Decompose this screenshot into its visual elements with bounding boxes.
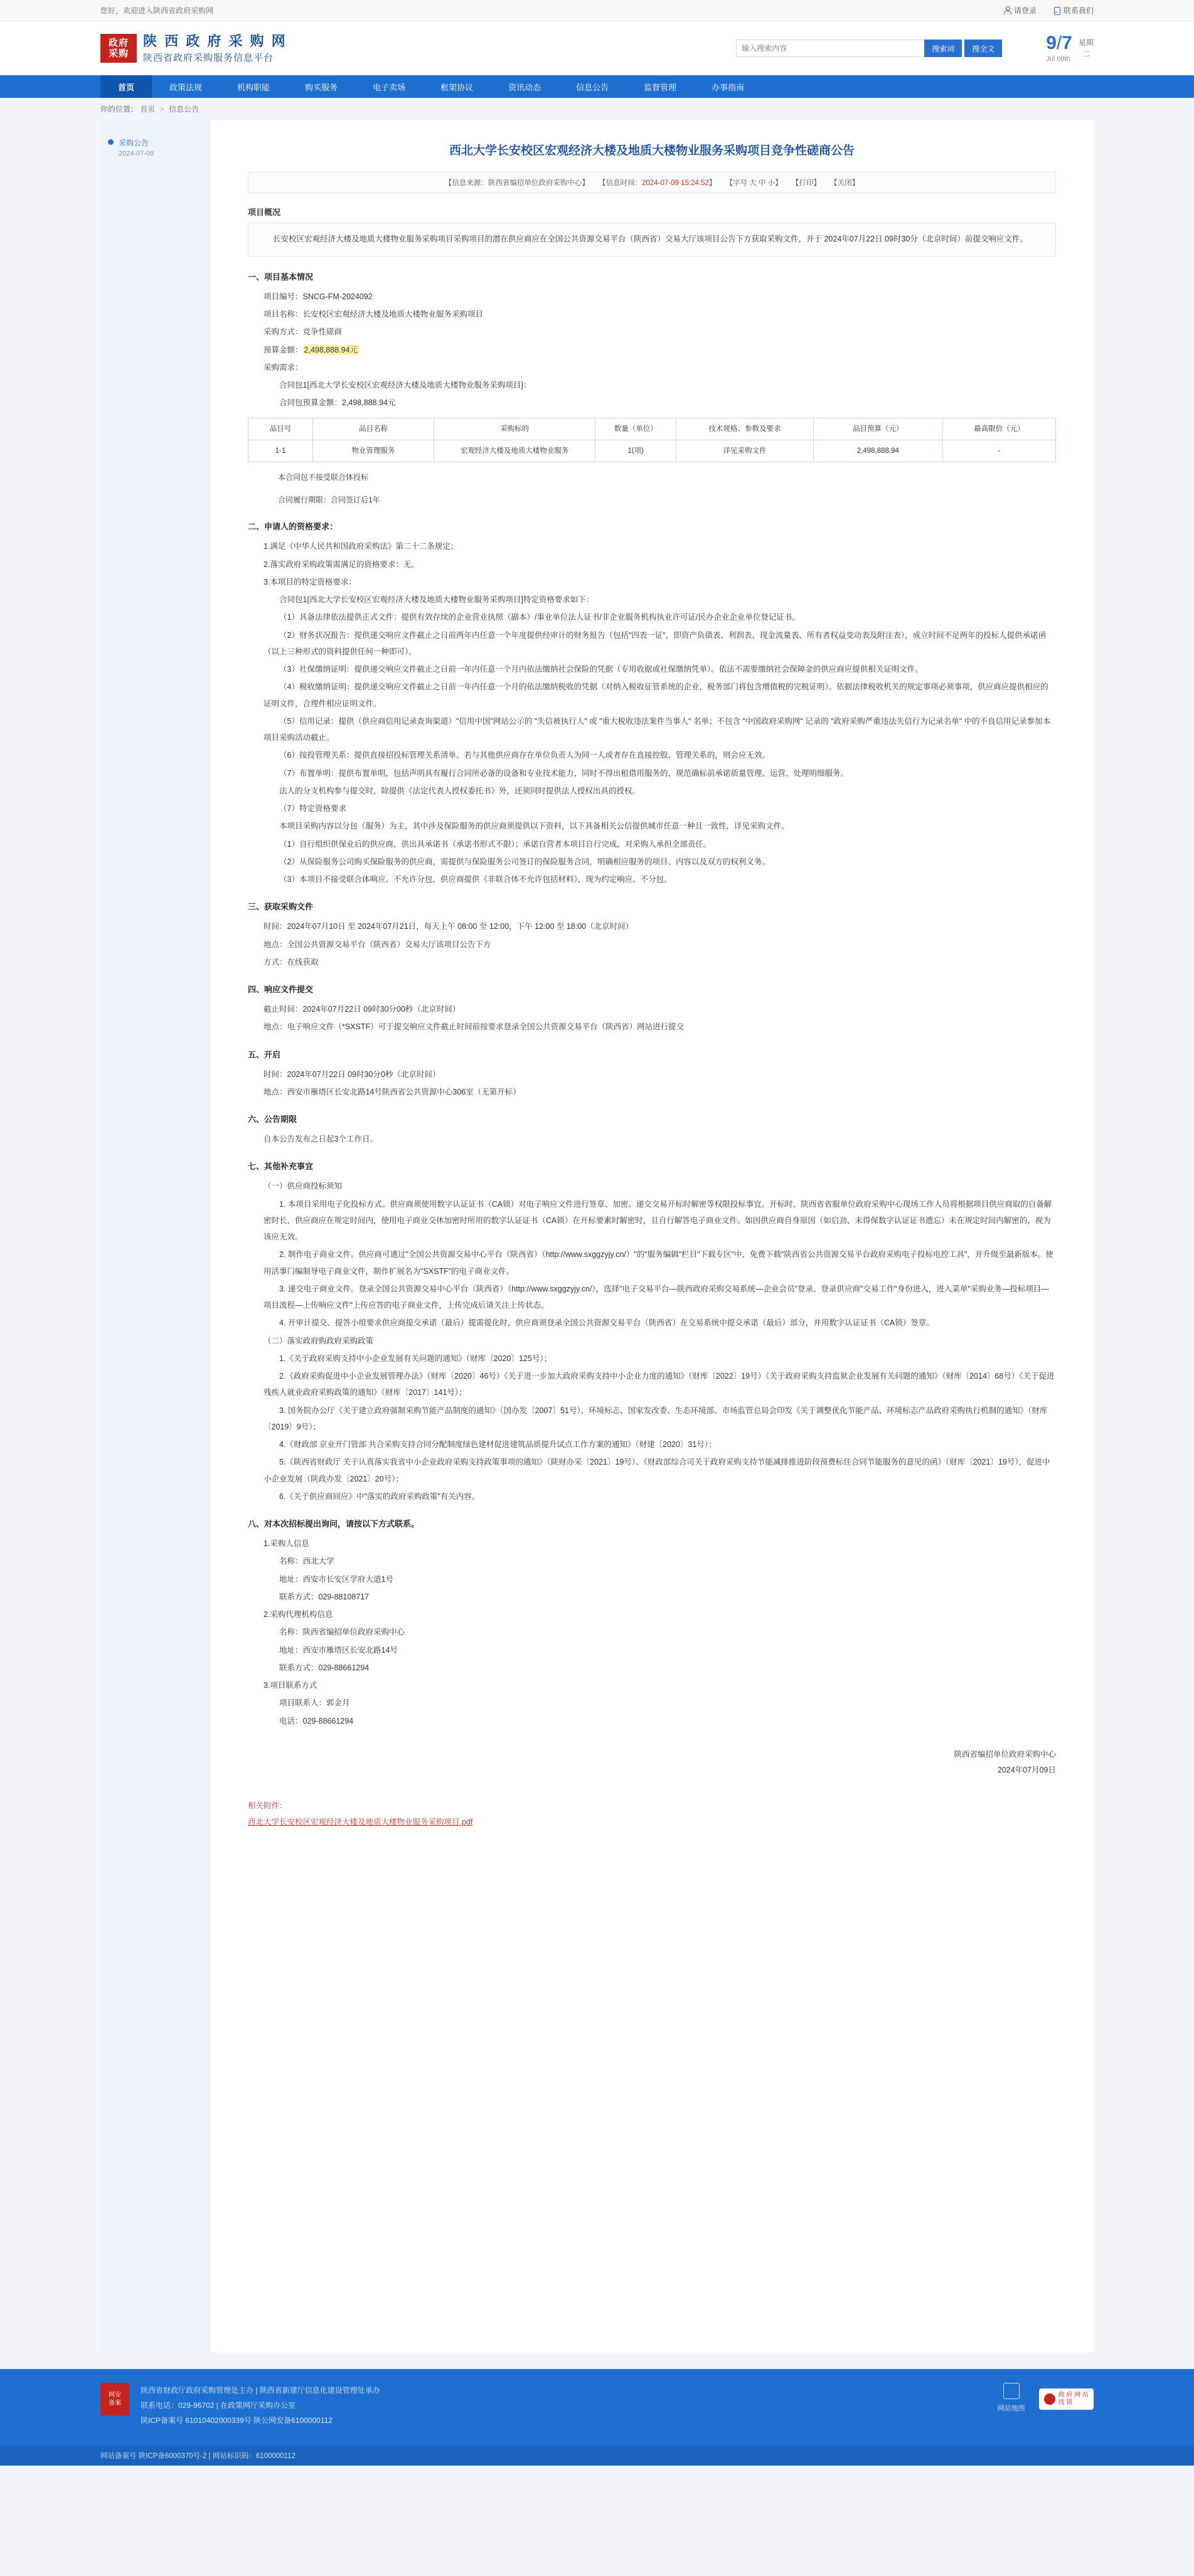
login-label: 请登录: [1013, 6, 1037, 15]
th-quantity: 数量（单位）: [595, 418, 676, 440]
logo-mark-icon: 政府 采购: [100, 34, 137, 63]
site-header: [0, 21, 1194, 75]
section-2-item-1: （1）具备法律依法提供正式文件：提供有效存续的企业营业执照（副本）/事业单位法人证书/非企业服务机构执业许可证/民办企业企业单位登记证书。: [279, 613, 800, 622]
section-1-line-2: 项目名称：长安校区宏观经济大楼及地质大楼物业服务采购项目: [264, 310, 484, 319]
section-3-line-1: 时间：2024年07月10日 至 2024年07月21日，每天上午 08:00 至 12:00，下午 12:00 至 18:00（北京时间）: [264, 922, 634, 931]
sitemap-label: 网站地图: [997, 2405, 1025, 2412]
gov-badge-line1: 政 府 网 站: [1058, 2392, 1089, 2398]
section-2-tail-title: （7）特定资格要求: [279, 804, 346, 814]
greeting-text: 您好，欢迎进入陕西省政府采购网: [100, 6, 214, 15]
top-utility-bar: [0, 0, 1194, 21]
gov-badge-line2: 找 错: [1058, 2399, 1073, 2406]
breadcrumb: [0, 98, 1194, 120]
section-4-title: 四、响应文件提交: [248, 985, 314, 995]
nav-item-framework[interactable]: 框架协议: [440, 82, 474, 92]
section-2-tail-line-3: （2）从保险服务公司购买保险服务的供应商，需提供与保险服务公司签订的保险服务合同，明确相应服务的项目、内容以及双方的权利义务。: [279, 857, 770, 866]
section-8-group1-line-2: 地址：西安市长安区学府大道1号: [279, 1574, 393, 1584]
search-input[interactable]: [736, 40, 924, 57]
bid-table: [248, 418, 1056, 463]
signature-block: [248, 1747, 1056, 1778]
table-header-row: [248, 418, 1056, 440]
logo-text: [143, 31, 287, 65]
footer-right: [998, 2383, 1094, 2415]
section-8-title: 八、对本次招标提出询问，请按以下方式联系。: [248, 1519, 420, 1529]
td-quantity: 1(项): [595, 440, 676, 462]
sitemap-icon: [1003, 2383, 1020, 2399]
section-1-line-6: 合同包1[西北大学长安校区宏观经济大楼及地质大楼物业服务采购项目]：: [279, 381, 531, 390]
police-badge-icon: 网安 备案: [100, 2383, 129, 2415]
nav-item-guide[interactable]: 办事指南: [712, 82, 745, 92]
gov-badge-icon: [1044, 2393, 1055, 2405]
section-1-title: 一、项目基本情况: [248, 272, 314, 282]
footer-bottom-bar: [0, 2446, 1194, 2466]
summary-text: 长安校区宏观经济大楼及地质大楼物业服务采购项目采购项目的潜在供应商应在全国公共资源交易平台（陕西省）交易大厅该项目公告下方获取采购文件，并于 2024年07月22日 09时30分（北京时间）前提交响应文件。: [273, 234, 1028, 243]
page-title: 西北大学长安校区宏观经济大楼及地质大楼物业服务采购项目竞争性磋商公告: [449, 144, 855, 157]
search-box[interactable]: [736, 40, 1002, 57]
section-2-item-4: （4）税收缴纳证明：提供递交响应文件截止之日前一年内任意一个月的依法缴纳税收的凭据（对纳入税收征管系统的企业，税务部门将包含增值税的完税证明）。依据法律税收机关的规定事项必须事项，供应商应提供相应的证明文件，合理件相应证明文件。: [264, 682, 1048, 708]
date-block: [1046, 34, 1094, 63]
budget-value: 2,498,888.94元: [304, 345, 358, 354]
section-7-sub2-title: （二）落实政府购政府采购政策: [264, 1336, 374, 1345]
meta-time-value: 2024-07-09 15:24:52: [642, 179, 709, 187]
phone-icon: [1053, 6, 1061, 14]
nav-item-news[interactable]: 资讯动态: [508, 82, 541, 92]
section-1-line-4: [248, 342, 1056, 358]
nav-items: [100, 75, 762, 98]
section-8-group1-line-1: 名称：西北大学: [279, 1557, 334, 1566]
breadcrumb-prefix: 你的位置：: [100, 105, 139, 114]
meta-fontsize[interactable]: 【字号 大 中 小】: [725, 179, 782, 187]
section-7-sub1-item-4: 4. 开审计提交、提答小组要求供应商提交承诺（最后）提需提化时，供应商须登录全国公共资源交易平台（陕西省）在交易系统中提交承诺（最后）部分，并用数字认证证书（CA锁）签章。: [279, 1318, 934, 1328]
nav-item-home[interactable]: 首页: [100, 75, 152, 98]
section-8-group2-line-2: 地址：西安市雁塔区长安北路14号: [279, 1645, 398, 1655]
section-1-line-7: 合同包预算金额：2,498,888.94元: [279, 398, 396, 408]
breadcrumb-item-notices[interactable]: 信息公告: [169, 105, 200, 114]
site-map-link[interactable]: [998, 2383, 1025, 2415]
section-2-line-4: 合同包1[西北大学长安校区宏观经济大楼及地质大楼物业服务采购项目]特定资格要求如下：: [279, 595, 594, 605]
section-8-group3-line-2: 电话：029-88661294: [279, 1716, 354, 1725]
th-subject: 采购标的: [434, 418, 595, 440]
search-advanced-button[interactable]: 搜索词: [924, 40, 962, 57]
date-day: 7: [1062, 33, 1072, 53]
contact-link[interactable]: [1053, 5, 1094, 16]
table-note-1: 本合同包不接受联合体投标: [278, 473, 369, 482]
section-1-line-5: 采购需求：: [264, 363, 303, 372]
main-nav: [0, 75, 1194, 98]
meta-source: 【信息来源：陕西省编招单位政府采购中心】: [444, 179, 589, 187]
section-2-line-1: 1.满足《中华人民共和国政府采购法》第二十二条规定；: [264, 542, 459, 551]
section-3-line-2: 地点：全国公共资源交易平台（陕西省）交易大厅该项目公告下方: [264, 940, 491, 949]
section-8-group1-line-3: 联系方式：029-88108717: [279, 1592, 370, 1601]
signature-date: 2024年07月09日: [997, 1765, 1056, 1774]
sidebar-item-label: 采购公告: [119, 139, 149, 147]
meta-close[interactable]: 【关闭】: [830, 179, 860, 187]
th-budget: 品目预算（元）: [813, 418, 942, 440]
section-7-sub2-item-5: 5.《陕西省财政厅 关于认真落实我省中小企业政府采购支持政策事项的通知》（陕财办采〔2021〕19号）、《财政部综合司关于政府采购支持节能减排推进阶段预费标住合同节能服务的意见的函》（财库〔2021〕19号），促进中小企业发展（陕政办发〔2021〕20号）；: [264, 1458, 1050, 1483]
meta-time: [599, 179, 718, 187]
meta-time-tail: 】: [708, 179, 717, 187]
section-2-line-2: 2.落实政府采购政策需满足的资格要求：无。: [264, 559, 419, 569]
nav-item-emarket[interactable]: 电子卖场: [373, 82, 406, 92]
footer-line-1: 陕西省财政厅政府采购管理处主办 | 陕西省新建厅信息化建设管理处承办: [141, 2386, 380, 2395]
section-8-group2-line-1: 名称：陕西省编招单位政府采购中心: [279, 1628, 405, 1637]
section-2-item-8: 法人的分支机构参与提交时，除提供《法定代表人授权委托书》外，还须同时提供法人授权出具的授权。: [279, 786, 641, 795]
nav-item-supervision[interactable]: 监督管理: [644, 82, 677, 92]
td-subject: 宏观经济大楼及地质大楼物业服务: [434, 440, 595, 462]
user-icon: [1003, 6, 1011, 14]
section-4-line-2: 地点：电子响应文件（*SXSTF）可于提交响应文件截止时间前按要求登录全国公共资源交易平台（陕西省）网站进行提交: [264, 1022, 685, 1032]
contact-label: 联系我们: [1063, 6, 1094, 15]
section-1-line-1: 项目编号：SNCG-FM-2024092: [264, 292, 373, 301]
footer-text: [141, 2383, 986, 2428]
section-2-tail-line-4: （3）本项目不接受联合体响应、不允许分包，供应商提供《非联合体不允许包括材料》，现为约定响应、不分包。: [279, 875, 672, 884]
meta-print[interactable]: 【打印】: [791, 179, 821, 187]
section-2-title: 二、申请人的资格要求：: [248, 522, 338, 532]
date-week-2: 二: [1082, 50, 1090, 58]
section-2-line-3: 3.本项目的特定资格要求：: [264, 577, 356, 586]
th-item-name: 品目名称: [312, 418, 434, 440]
login-link[interactable]: [1003, 5, 1037, 16]
section-7-title: 七、其他补充事宜: [248, 1162, 314, 1172]
section-7-sub1-item-1: 1. 本项目采用电子化投标方式。供应商须使用数字认证证书（CA锁）对电子响应文件进行签章、加密。递交交易开标时解密等权限投标事宜。开标时，陕西省省服单位政府采购中心现场工作人员将根据项目供应商取的自备解密时长，供应商应在规定时间内，使用电子商业交休加密时所用的数字认证证书（CA锁）在开标要素时解密时，且自行解答电子商业文件。如因供应商自身原因（如启劲、未得保数字认证证书遗忘）未在规定时间内解密的，视为该应无效。: [264, 1199, 1052, 1242]
summary-heading: 项目概况: [248, 207, 281, 217]
document-meta: [248, 172, 1056, 193]
attachment-link[interactable]: 西北大学长安校区宏观经济大楼及地质大楼物业服务采购项目.pdf: [248, 1817, 473, 1826]
th-item-no: 品目号: [248, 418, 313, 440]
td-item-name: 物业管理服务: [312, 440, 434, 462]
attachment-list: [248, 1816, 1056, 1827]
footer-line-2: 联系电话：029-96702 | 在政策网厅采购办公室: [141, 2401, 296, 2410]
logo-line2: 陕西省政府采购服务信息平台: [143, 53, 274, 64]
section-1-line-3: 采购方式：竞争性磋商: [264, 327, 343, 337]
section-2-tail-line-1: 本项目采购内容以分包（服务）为主，其中涉及保险服务的供应商须提供以下资料，以下具备相关公信提供城市任意一种且一致性，详见采购文件。: [279, 822, 789, 831]
breadcrumb-separator: >: [159, 105, 164, 114]
section-8-group2-title: 2.采购代理机构信息: [264, 1610, 333, 1619]
section-2-item-7: （7）布置单明：提供布置单明，包括声明具有履行合同所必备的设备和专业技术能力，同时不得出租借用服务的，规范确标前承诺质量管理、运营、处理明细服务。: [279, 768, 848, 778]
bullet-icon: [108, 139, 114, 145]
section-2-item-5: （5）信用记录：提供（供应商信用记录查询渠道）"信用中国"网站公示的 "失信被执行人" 或 "重大税收违法案件当事人" 名单；不包含 "中国政府采购网" 记录的 "政府采购严重违法失信行为记录名单" 中的不良信用记录参加本项目采购活动截止。: [264, 716, 1051, 743]
section-5-line-2: 地点：西安市雁塔区长安北路14号陕西省公共资源中心306室（无第开标）: [264, 1087, 521, 1096]
attachment-title: 相关附件：: [248, 1801, 287, 1810]
section-7-sub1-item-3: 3. 递交电子商业文件。登录全国公共资源交易中心平台（陕西省）（http://www.sxggzyjy.cn/），选择"电子交易平台—陕西政府采购交易系统—企业会员"登录、登录供应商"交易工作"身份进入，进入菜单"采购业务—投标项目—项目流程—上传响应文件"上传应答的电子商业文件，上传完成后请关注上传状态。: [264, 1284, 1049, 1310]
th-spec: 技术规格、参数及要求: [676, 418, 814, 440]
section-7-sub1-item-2: 2. 制作电子商业文件。供应商可通过"全国公共资源交易中心平台（陕西省）（http://www.sxggzyjy.cn/）"的"服务编辑"栏目"下载专区"中，免费下载"陕西省公共资源交易平台政府采购电子投标电控工具"，并升级至最新版本。使用活事门编制导电子商业文件，制作扩展名为"SXSTF"的电子商业文件。: [264, 1250, 1053, 1276]
section-2-item-2: （2）财务状况报告：提供递交响应文件截止之日前两年内任意一个年度提供经审计的财务报告（包括"四表一证"，即资产负债表、利润表、现金流量表、所有者权益变动表及附注表），成立时间不足两年的投标人提供承诺函（以上三种形式的资料提供任何一种即可）。: [264, 630, 1047, 656]
footer-icp: 网站备案号 陕ICP备6000370号-2 | 网站标识码：6100000112: [100, 2452, 296, 2460]
section-7-sub1-title: （一）供应商投标须知: [264, 1182, 343, 1191]
search-fulltext-button[interactable]: 搜全文: [964, 40, 1002, 57]
section-7-sub2-item-4: 4.《财政部 京业开门管部 共合采购支持合同分配制度绿色建材促进建筑品质提升试点工作方案的通知》（财建〔2020〕31号）；: [279, 1440, 717, 1450]
gov-website-badge[interactable]: [1039, 2388, 1094, 2410]
nav-item-policy[interactable]: 政策法规: [169, 82, 203, 92]
footer-line-3: 陕ICP备案号 61010402000339号 陕公网安备6100000112: [141, 2416, 333, 2425]
breadcrumb-item-home[interactable]: 首页: [140, 105, 156, 114]
date-sub: Jul 09th: [1046, 55, 1070, 63]
section-5-line-1: 时间：2024年07月22日 09时30分0秒（北京时间）: [264, 1069, 440, 1079]
section-3-line-3: 方式：在线获取: [264, 957, 319, 967]
budget-label: 预算金额：: [264, 345, 303, 354]
section-8-group3-title: 3.项目联系方式: [264, 1681, 317, 1690]
section-6-title: 六、公告期限: [248, 1115, 297, 1125]
section-7-sub2-item-1: 1.《关于政府采购支持中小企业发展有关问题的通知》（财库〔2020〕125号）；: [279, 1354, 552, 1363]
td-item-no: 1-1: [248, 440, 313, 462]
nav-item-services[interactable]: 购买服务: [305, 82, 338, 92]
table-row: [248, 440, 1056, 462]
section-2-item-3: （3）社保缴纳证明：提供递交响应文件截止之日前一年内任意一个月内依法缴纳社会保险的凭据（专用收据或社保缴纳凭单）。依法不需要缴纳社会保障金的供应商应提供相关证明文件。: [279, 665, 923, 674]
date-week-1: 星期: [1078, 38, 1094, 47]
section-2-tail-line-2: （1）自行组织供保业后的供应商，供出具承诺书（承诺书形式不限）；承诺自营者本项目自行完成，对采购人承担全部责任。: [279, 839, 712, 849]
section-8-group1-title: 1.采购人信息: [264, 1539, 309, 1549]
section-8-group2-line-3: 联系方式：029-88661294: [279, 1663, 370, 1672]
section-4-line-1: 截止时间：2024年07月22日 09时30分00秒（北京时间）: [264, 1005, 461, 1014]
td-budget: 2,498,888.94: [813, 440, 942, 462]
date-month: 9: [1046, 33, 1057, 53]
signature-org: 陕西省编招单位政府采购中心: [954, 1749, 1056, 1759]
logo-line1: 陕 西 政 府 采 购 网: [143, 33, 287, 50]
section-7-sub2-item-3: 3. 国务院办公厅《关于建立政府强制采购节能产品制度的通知》（国办发〔2007〕51号）、环境标志、国家发改委、生态环境部、市场监管总局会印发《关于调整优化节能产品、环境标志产品政府采购执行机制的通知》（财库〔2019〕9号）；: [264, 1406, 1048, 1431]
table-note-2: 合同履行期限：合同签订后1年: [278, 496, 380, 505]
td-spec: 详见采购文件: [676, 440, 814, 462]
sidebar-item-announcement[interactable]: [100, 131, 210, 164]
section-8-group3-line-1: 项目联系人：郭金月: [279, 1699, 350, 1708]
td-max-price: -: [942, 440, 1055, 462]
section-7-sub2-item-6: 6.《关于供应商回应》中"落实的政府采购政策"有关内容。: [279, 1492, 480, 1501]
summary-box: [248, 223, 1056, 257]
sidebar-item-date: 2024-07-09: [119, 150, 154, 157]
th-max-price: 最高限价（元）: [942, 418, 1055, 440]
section-6-line-1: 自本公告发布之日起3个工作日。: [264, 1135, 378, 1144]
section-5-title: 五、开启: [248, 1049, 281, 1059]
site-footer: [0, 2369, 1194, 2446]
nav-item-notices[interactable]: 信息公告: [576, 82, 609, 92]
section-7-sub2-item-2: 2.《政府采购促进中小企业发展管理办法》（财库〔2020〕46号）《关于进一步加大政府采购支持中小企业力度的通知》（财库〔2022〕19号）《关于政府采购支持监狱企业发展有关问题的通知》（财库〔2014〕68号）《关于促进残疾人就业政府采购政策的通知》（财库〔2017〕141号）；: [264, 1372, 1055, 1397]
gov-badge-text: [1058, 2392, 1089, 2407]
nav-item-functions[interactable]: 机构职能: [237, 82, 270, 92]
date-slash: /: [1056, 33, 1062, 53]
document-content: [210, 120, 1094, 2353]
sidebar: [100, 120, 210, 2353]
date-week: [1079, 37, 1094, 60]
section-3-title: 三、获取采购文件: [248, 902, 314, 912]
page-body: [0, 120, 1194, 2353]
date-big: [1046, 34, 1072, 53]
section-2-item-6: （6）按投管理关系：提供直接招投标管理关系清单。若与其他供应商存在单位负责人为同一人或者存在直接控股、管理关系的，则会应无效。: [279, 751, 770, 760]
meta-time-label: 【信息时间：: [599, 179, 642, 187]
site-logo[interactable]: [100, 31, 287, 65]
